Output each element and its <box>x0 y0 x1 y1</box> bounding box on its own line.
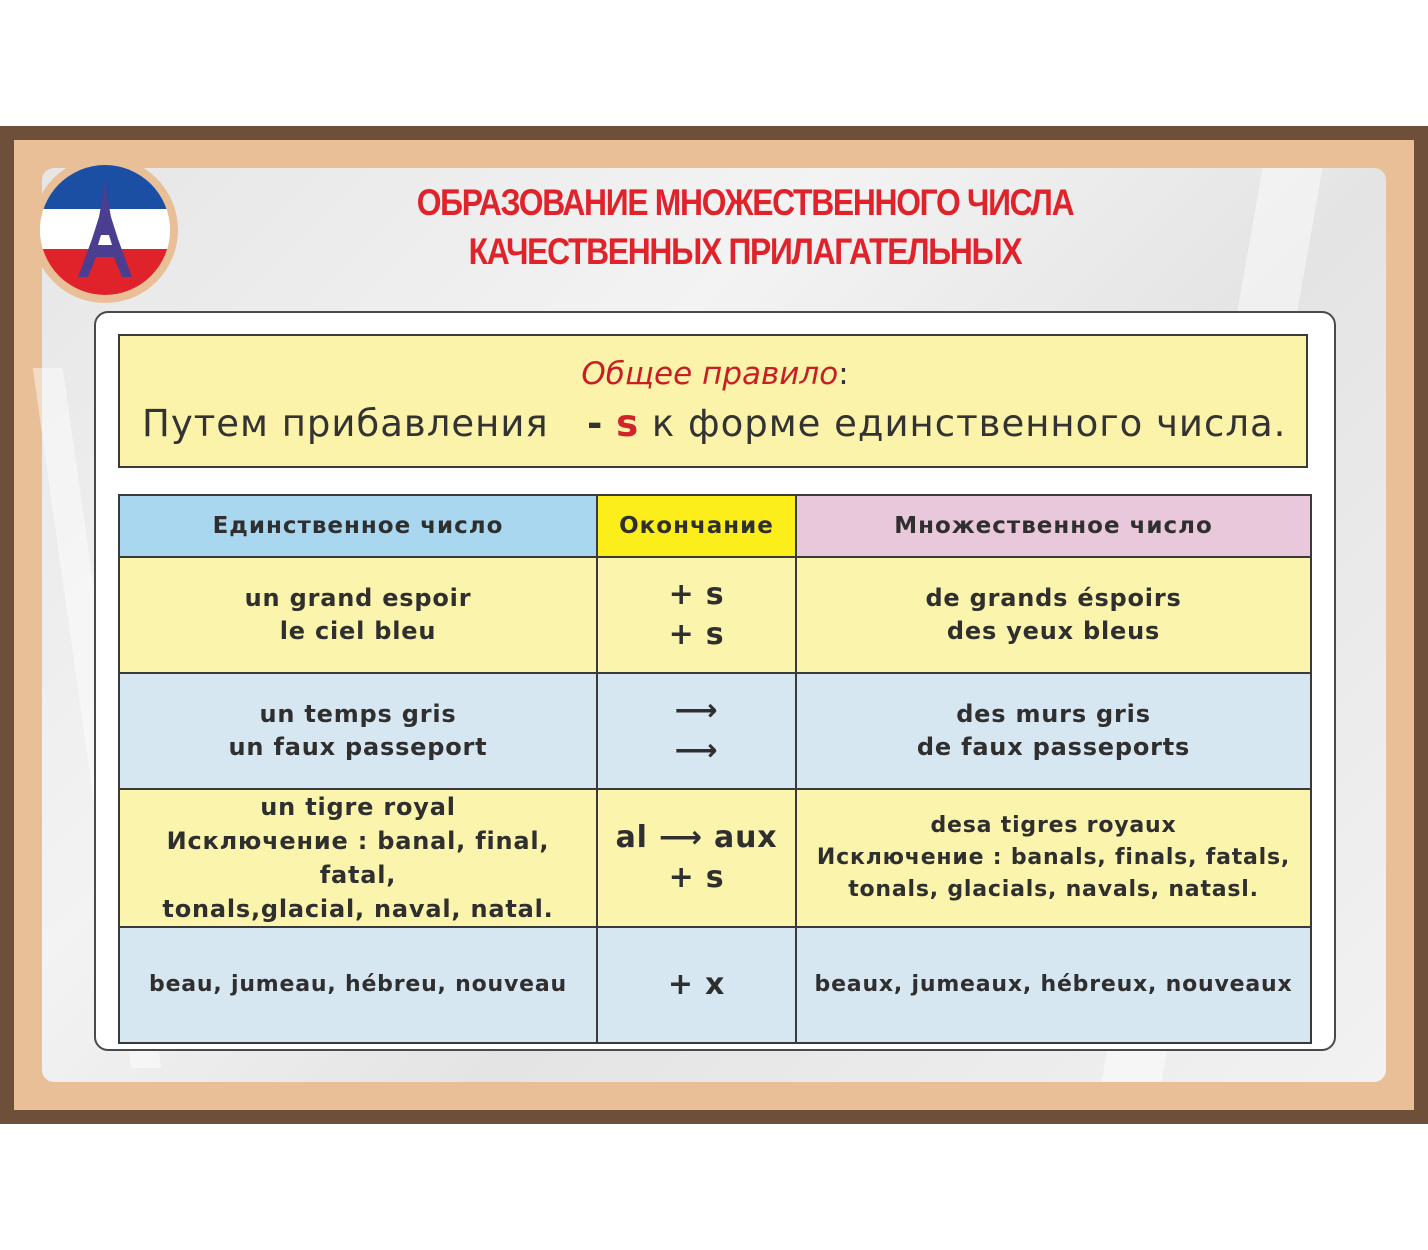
cell-singular <box>119 927 597 1043</box>
cell-line: + x <box>667 967 726 1002</box>
rule-colon: : <box>838 356 849 392</box>
table-row <box>119 927 1311 1043</box>
cell-line: un faux passeport <box>228 733 488 761</box>
header-plural: Множественное число <box>796 495 1311 557</box>
cell-plural <box>796 673 1311 789</box>
cell-line: tonals,glacial, naval, natal. <box>162 895 554 923</box>
table-row <box>119 673 1311 789</box>
cell-line: un grand espoir <box>244 584 472 612</box>
cell-line: des yeux bleus <box>946 617 1161 645</box>
cell-line: beaux, jumeaux, hébreux, nouveaux <box>814 972 1293 997</box>
arrow-icon: ⟶ <box>674 693 719 728</box>
table-row <box>119 557 1311 673</box>
cell-ending <box>597 673 796 789</box>
rule-text-after: к форме единственного числа. <box>651 402 1287 445</box>
cell-line: beau, jumeau, hébreu, nouveau <box>149 972 567 997</box>
cell-line: al ⟶ aux <box>615 820 778 855</box>
cell-line: Исключение : banals, finals, fatals, <box>816 845 1291 870</box>
rule-title: Общее правило <box>581 356 839 392</box>
rule-suffix: s <box>616 402 640 445</box>
rule-text-before: Путем прибавления <box>142 402 549 445</box>
cell-singular <box>119 557 597 673</box>
cell-line: de grands éspoirs <box>925 584 1182 612</box>
rule-dash: - <box>586 402 604 445</box>
cell-line: desa tigres royaux <box>930 813 1177 838</box>
title-line-2: КАЧЕСТВЕННЫХ ПРИЛАГАТЕЛЬНЫХ <box>468 231 1022 272</box>
cell-line: + s <box>668 860 725 895</box>
plural-table <box>118 494 1312 1044</box>
cell-plural <box>796 557 1311 673</box>
cell-ending <box>597 789 796 927</box>
cell-singular <box>119 789 597 927</box>
cell-line: de faux passeports <box>916 733 1191 761</box>
cell-ending <box>597 927 796 1043</box>
arrow-icon: ⟶ <box>674 733 719 768</box>
cell-singular <box>119 673 597 789</box>
logo <box>40 165 170 295</box>
table-header-row <box>119 495 1311 557</box>
page-title <box>388 178 1102 276</box>
header-singular: Единственное число <box>119 495 597 557</box>
cell-line: un temps gris <box>259 700 457 728</box>
cell-plural <box>796 789 1311 927</box>
cell-line: Исключение : banal, final, fatal, <box>166 827 550 889</box>
title-line-1: ОБРАЗОВАНИЕ МНОЖЕСТВЕННОГО ЧИСЛА <box>416 182 1074 223</box>
rule-text <box>142 402 1286 445</box>
cell-line: des murs gris <box>956 700 1151 728</box>
cell-ending <box>597 557 796 673</box>
rule-heading <box>120 356 1310 392</box>
cell-line: + s <box>668 577 725 612</box>
cell-line: + s <box>668 617 725 652</box>
cell-plural <box>796 927 1311 1043</box>
cell-line: un tigre royal <box>260 793 456 821</box>
eiffel-tower-icon <box>40 165 170 295</box>
cell-line: tonals, glacials, navals, natasl. <box>848 877 1259 902</box>
header-ending: Окончание <box>597 495 796 557</box>
table-row <box>119 789 1311 927</box>
cell-line: le ciel bleu <box>279 617 437 645</box>
general-rule-box <box>118 334 1308 468</box>
